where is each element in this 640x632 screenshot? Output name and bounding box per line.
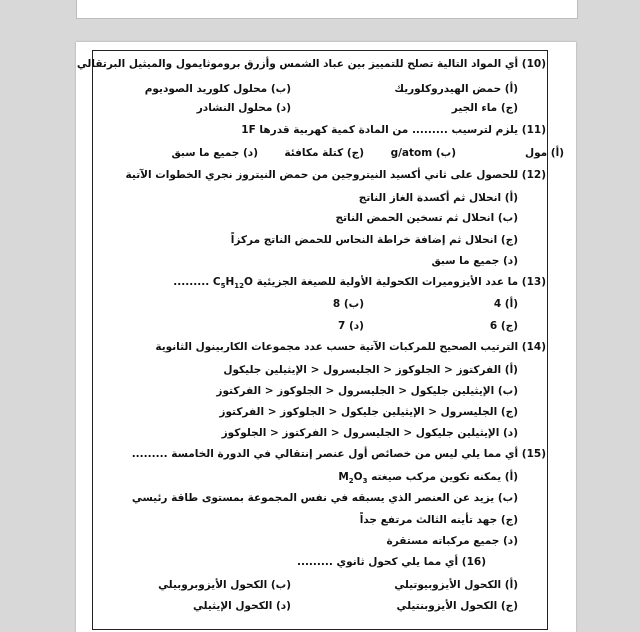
q11-option-b: (ب) g/atom	[390, 147, 456, 159]
q10-option-c: (ج) ماء الجير	[451, 102, 518, 114]
question-14: (14) الترتيب الصحيح للمركبات الآتية حسب عدد مجموعات الكاربينول الثانوية	[155, 341, 546, 353]
q14-option-b: (ب) الإيثيلين جليكول < الجليسرول < الجلوكوز < الفركتوز	[216, 385, 518, 397]
question-16: (16) أي مما يلي كحول ثانوي .........	[296, 556, 486, 568]
q13-option-c: (ج) 6	[489, 320, 518, 332]
q11-option-d: (د) جميع ما سبق	[171, 147, 258, 159]
exam-page	[76, 42, 576, 632]
q10-option-d: (د) محلول النشادر	[196, 102, 291, 114]
q15-option-b: (ب) يزيد عن العنصر الذي يسبقه في نفس المجموعة بمستوى طاقة رئيسي	[131, 492, 518, 504]
q13-option-d: (د) 7	[338, 320, 364, 332]
question-15: (15) أي مما يلي ليس من خصائص أول عنصر إنتقالي في الدورة الخامسة .........	[131, 448, 546, 460]
q14-option-d: (د) الإيثيلين جليكول < الجليسرول < الفركتوز < الجلوكوز	[221, 427, 518, 439]
q10-option-b: (ب) محلول كلوريد الصوديوم	[144, 83, 291, 95]
q15-option-a: (أ) يمكنه تكوين مركب صيغته $M_2O_3$	[338, 471, 518, 486]
q14-option-a: (أ) الفركتوز < الجلوكوز < الجليسرول < الإيثيلين جليكول	[223, 364, 518, 376]
question-10: (10) أي المواد التالية تصلح للتمييز بين عباد الشمس وأزرق بروموثايمول والميثيل البرتقالي	[76, 58, 546, 70]
q11-option-a: (أ) مول	[524, 147, 564, 159]
question-13: (13) ما عدد الأيزوميرات الكحولية الأولية للصيغة الجزيئية $C_5H_{12}O$ .........	[173, 276, 546, 291]
q16-option-a: (أ) الكحول الأيزوبيوتيلي	[394, 579, 518, 591]
question-11: (11) يلزم لترسيب ......... من المادة كمية كهربية قدرها 1F	[241, 124, 546, 136]
q14-option-c: (ج) الجليسرول < الإيثيلين جليكول < الجلوكوز < الفركتوز	[219, 406, 518, 418]
q11-option-c: (ج) كتلة مكافئة	[284, 147, 364, 159]
previous-page-edge	[76, 0, 578, 19]
q12-option-a: (أ) انحلال ثم أكسدة الغاز الناتج	[358, 192, 518, 204]
q16-option-d: (د) الكحول الإيثيلي	[192, 600, 291, 612]
molecular-formula: $C_5H_{12}O$	[212, 276, 253, 291]
q13-option-a: (أ) 4	[493, 298, 518, 310]
q10-option-a: (أ) حمض الهيدروكلوريك	[394, 83, 518, 95]
q12-option-c: (ج) انحلال ثم إضافة خراطة النحاس للحمض الناتج مركزاً	[230, 234, 518, 246]
q15-option-c: (ج) جهد تأينه الثالث مرتفع جداً	[359, 514, 518, 526]
q16-option-c: (ج) الكحول الأيزوبنتيلي	[396, 600, 518, 612]
q12-option-b: (ب) انحلال ثم تسخين الحمض الناتج	[335, 212, 518, 224]
question-12: (12) للحصول على ثاني أكسيد النيتروجين من حمض النيتروز نجري الخطوات الآتية	[125, 169, 546, 181]
q15-option-d: (د) جميع مركباته مستقرة	[386, 535, 518, 547]
q16-option-b: (ب) الكحول الأيزوبروبيلي	[158, 579, 291, 591]
q12-option-d: (د) جميع ما سبق	[431, 255, 518, 267]
q13-option-b: (ب) 8	[332, 298, 364, 310]
